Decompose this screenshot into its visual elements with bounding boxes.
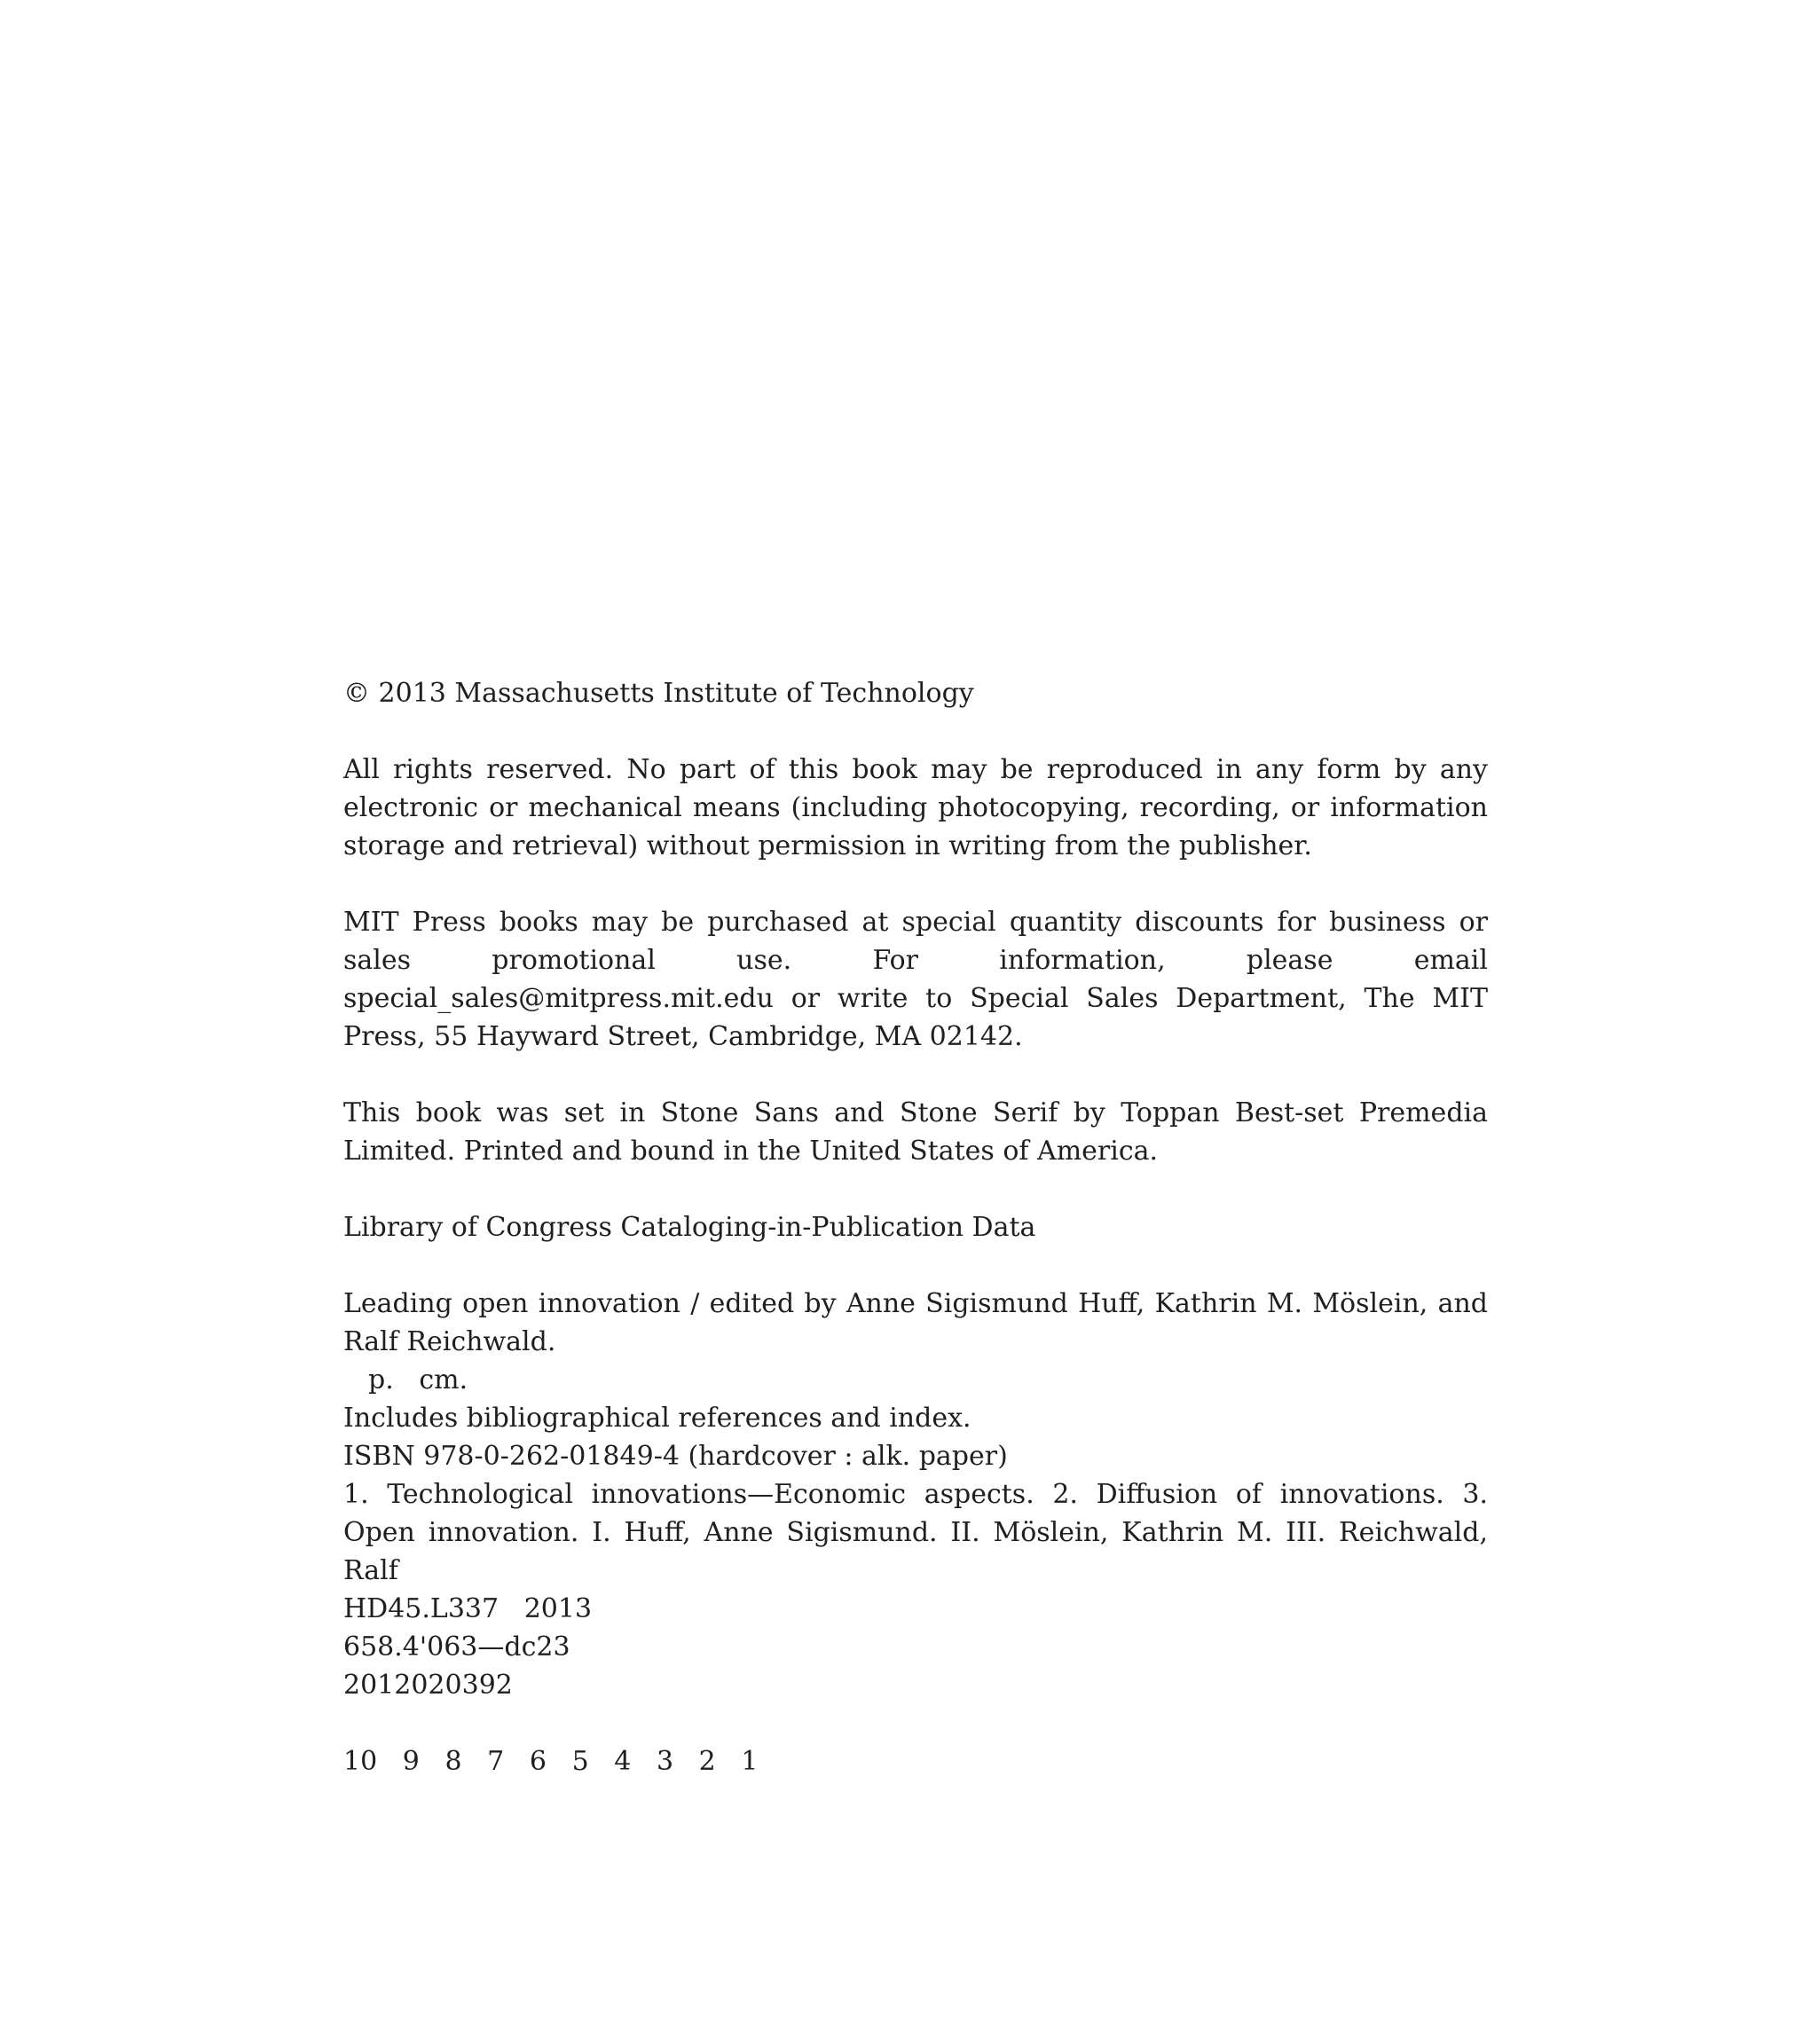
printing-line: 10 9 8 7 6 5 4 3 2 1	[343, 1746, 759, 1777]
cip-dewey: 658.4'063—dc23	[343, 1631, 570, 1663]
typesetting-note: This book was set in Stone Sans and Stone Serif by Toppan Best-set Premedia Limited. Printed and bound in the United States of America.	[343, 1097, 1488, 1167]
section-gap	[343, 1704, 1488, 1742]
cip-classification: HD45.L337 2013	[343, 1593, 593, 1624]
rights-statement: All rights reserved. No part of this book may be reproduced in any form by any electronic or mechanical means (including photocopying, recording, or information storage and retrieval) without permission in writing from the publisher.	[343, 754, 1488, 861]
cip-lccn: 2012020392	[343, 1670, 513, 1701]
cip-record	[343, 1285, 1488, 1704]
cip-title-line: Leading open innovation / edited by Anne Sigismund Huff, Kathrin M. Möslein, and Ralf Reichwald.	[343, 1288, 1488, 1357]
cip-subjects: 1. Technological innovations—Economic aspects. 2. Diffusion of innovations. 3. Open innovation. I. Huff, Anne Sigismund. II. Möslein, Kathrin M. III. Reichwald, Ralf	[343, 1479, 1488, 1586]
sales-information: MIT Press books may be purchased at special quantity discounts for business or sales promotional use. For information, please email special_sales@mitpress.mit.edu or write to Special Sales Department, The MIT Press, 55 Hayward Street, Cambridge, MA 02142.	[343, 907, 1488, 1052]
cip-bibliography: Includes bibliographical references and index.	[343, 1403, 971, 1434]
cip-pages: p. cm.	[368, 1364, 468, 1395]
cip-heading: Library of Congress Cataloging-in-Publication Data	[343, 1212, 1036, 1243]
cip-isbn: ISBN 978-0-262-01849-4 (hardcover : alk. paper)	[343, 1441, 1008, 1472]
copyright-notice: © 2013 Massachusetts Institute of Technology	[343, 678, 974, 709]
copyright-text-block	[343, 674, 1488, 1781]
